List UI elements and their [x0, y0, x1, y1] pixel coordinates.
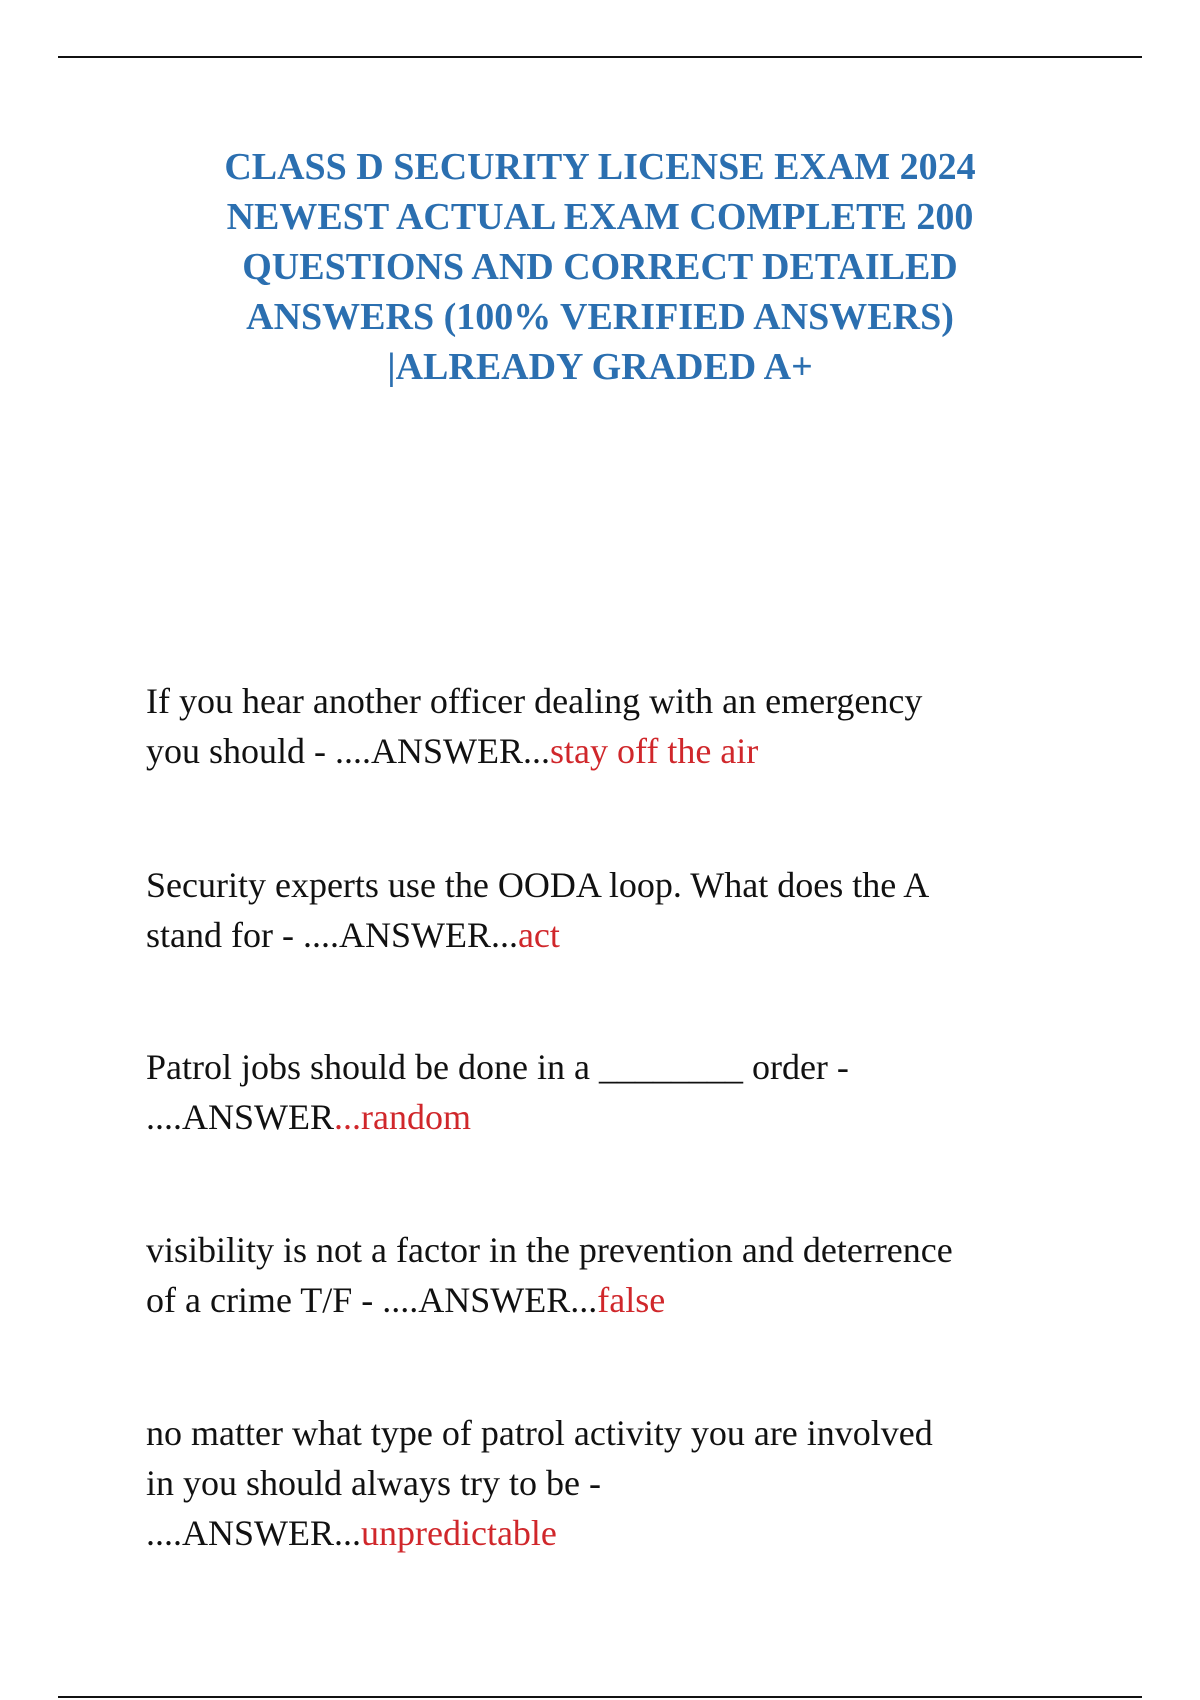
question-text-continued — [146, 910, 1076, 960]
title-line: CLASS D SECURITY LICENSE EXAM 2024 — [224, 146, 976, 188]
question-text-continued — [146, 1508, 1076, 1558]
answer-prefix: of a crime T/F - ....ANSWER... — [146, 1280, 598, 1320]
title-line: ANSWERS (100% VERIFIED ANSWERS) — [246, 296, 954, 338]
qa-item — [146, 676, 1076, 776]
answer-text: false — [597, 1280, 666, 1320]
question-text-continued — [146, 1092, 1076, 1142]
answer-text: ...random — [334, 1097, 471, 1137]
qa-item — [146, 1042, 1076, 1142]
answer-text: stay off the air — [550, 731, 759, 771]
question-text: no matter what type of patrol activity you are involved — [146, 1413, 933, 1453]
qa-item — [146, 860, 1076, 960]
question-text: Patrol jobs should be done in a ________ order - — [146, 1047, 849, 1087]
question-text-continued — [146, 1275, 1076, 1325]
answer-text: unpredictable — [361, 1513, 557, 1553]
answer-prefix: ....ANSWER — [146, 1097, 334, 1137]
question-text: visibility is not a factor in the prevention and deterrence — [146, 1230, 953, 1270]
question-text-continued — [146, 726, 1076, 776]
qa-item — [146, 1225, 1076, 1325]
answer-prefix: you should - ....ANSWER... — [146, 731, 550, 771]
answer-prefix: stand for - ....ANSWER... — [146, 915, 518, 955]
question-text: If you hear another officer dealing with an emergency — [146, 681, 923, 721]
title-line: |ALREADY GRADED A+ — [387, 346, 813, 388]
title-line: QUESTIONS AND CORRECT DETAILED — [242, 246, 958, 288]
answer-prefix: ....ANSWER... — [146, 1513, 361, 1553]
question-text: Security experts use the OODA loop. What does the A — [146, 865, 930, 905]
title-line: NEWEST ACTUAL EXAM COMPLETE 200 — [226, 196, 974, 238]
document-title — [140, 142, 1060, 392]
answer-text: act — [517, 915, 560, 955]
question-text-continued: in you should always try to be - — [146, 1463, 601, 1503]
bottom-rule — [58, 1696, 1142, 1698]
qa-item — [146, 1408, 1076, 1558]
top-rule — [58, 56, 1142, 58]
